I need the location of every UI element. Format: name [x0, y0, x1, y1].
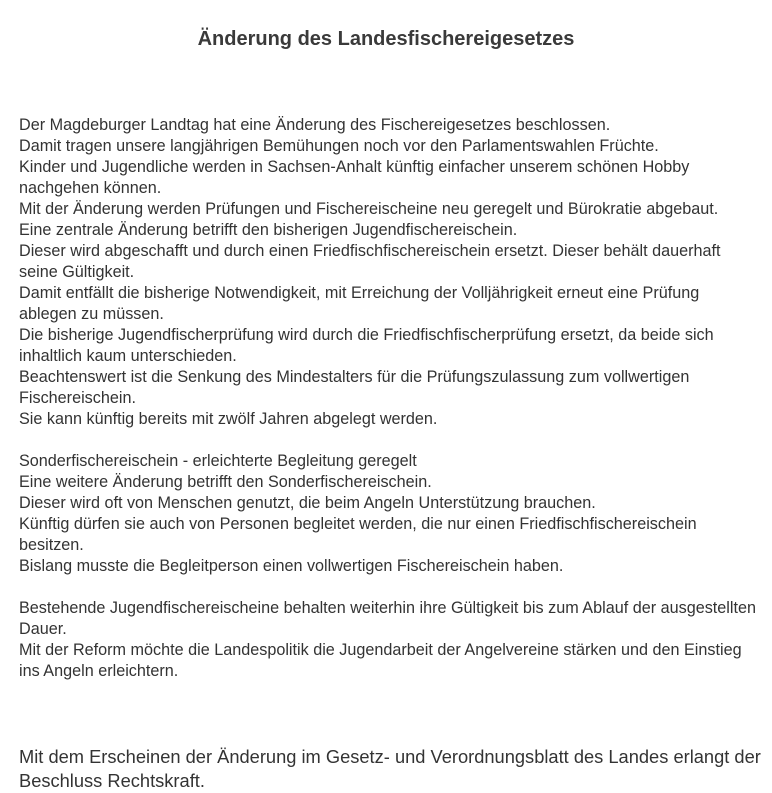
text-line: Der Magdeburger Landtag hat eine Änderung des Fischereigesetzes beschlossen.	[19, 116, 611, 134]
text-line: Mit der Änderung werden Prüfungen und Fischereischeine neu geregelt und Bürokratie abgebaut.	[19, 200, 719, 218]
text-line: Kinder und Jugendliche werden in Sachsen-Anhalt künftig einfacher unserem schönen Hobby nachgehen können.	[19, 158, 690, 197]
text-line: Bestehende Jugendfischereischeine behalten weiterhin ihre Gültigkeit bis zum Ablauf der ausgestellten Dauer.	[19, 599, 756, 638]
text-line: Eine weitere Änderung betrifft den Sonderfischereischein.	[19, 473, 432, 491]
text-line: Bislang musste die Begleitperson einen vollwertigen Fischereischein haben.	[19, 557, 564, 575]
paragraph-intro	[19, 115, 759, 430]
text-line: Dieser wird oft von Menschen genutzt, die beim Angeln Unterstützung brauchen.	[19, 494, 596, 512]
text-line: Die bisherige Jugendfischerprüfung wird durch die Friedfischfischerprüfung ersetzt, da beide sich inhaltlich kaum unterschieden.	[19, 326, 714, 365]
text-line: Sie kann künftig bereits mit zwölf Jahren abgelegt werden.	[19, 410, 438, 428]
text-line: Damit entfällt die bisherige Notwendigkeit, mit Erreichung der Volljährigkeit erneut eine Prüfung ablegen zu müssen.	[19, 284, 700, 323]
closing-statement: Mit dem Erscheinen der Änderung im Gesetz- und Verordnungsblatt des Landes erlangt der Beschluss Rechtskraft.	[19, 746, 761, 792]
article-body	[19, 115, 759, 703]
text-line: Beachtenswert ist die Senkung des Mindestalters für die Prüfungszulassung zum vollwertigen Fischereischein.	[19, 368, 690, 407]
text-line: Mit der Reform möchte die Landespolitik die Jugendarbeit der Angelvereine stärken und den Einstieg ins Angeln erleichtern.	[19, 641, 742, 680]
paragraph-sonderfischereischein	[19, 451, 759, 577]
text-line: Damit tragen unsere langjährigen Bemühungen noch vor den Parlamentswahlen Früchte.	[19, 137, 659, 155]
text-line: Eine zentrale Änderung betrifft den bisherigen Jugendfischereischein.	[19, 221, 518, 239]
text-line: Dieser wird abgeschafft und durch einen Friedfischfischereischein ersetzt. Dieser behält dauerhaft seine Gültigkeit.	[19, 242, 721, 281]
section-subheading: Sonderfischereischein - erleichterte Begleitung geregelt	[19, 452, 417, 470]
page-title: Änderung des Landesfischereigesetzes	[197, 28, 575, 50]
text-line: Künftig dürfen sie auch von Personen begleitet werden, die nur einen Friedfischfischereischein besitzen.	[19, 515, 697, 554]
paragraph-outlook	[19, 598, 759, 682]
